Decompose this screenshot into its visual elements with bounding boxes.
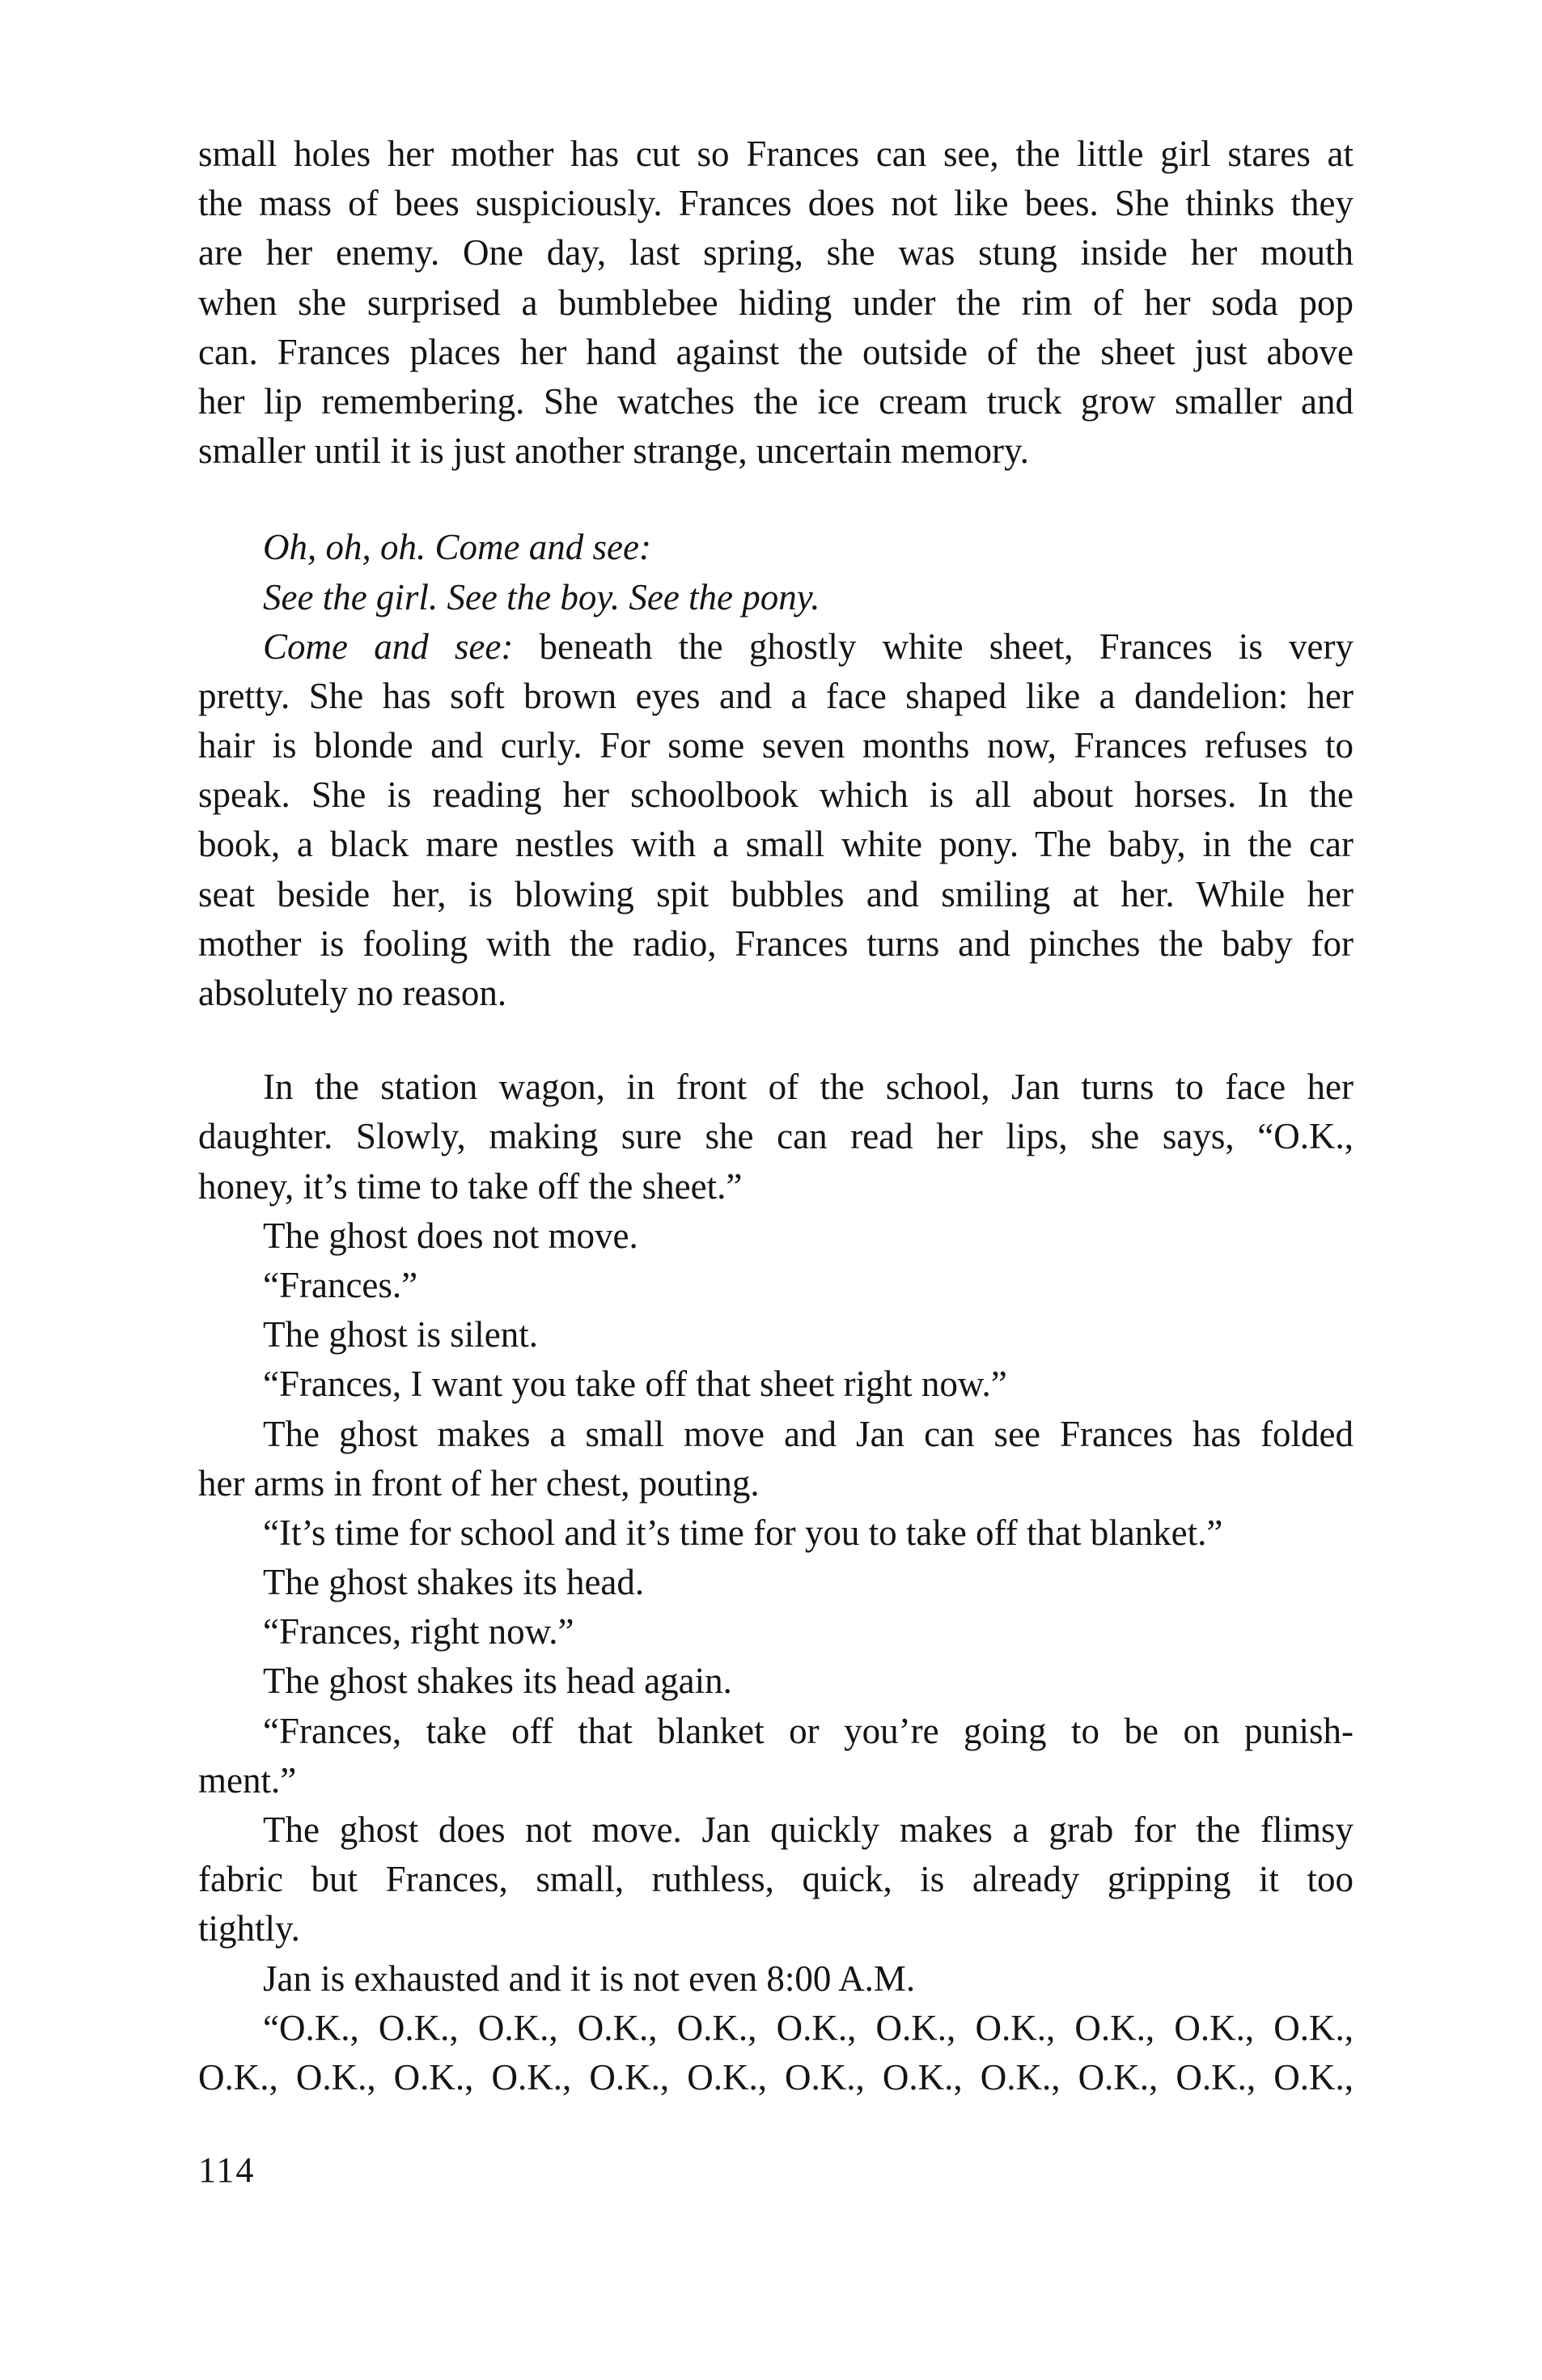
page-body-text [198,129,1353,2102]
italic-phrase: Come and see: [263,626,514,667]
text-line: In the station wagon, in front of the school, Jan turns to face her [263,1067,1353,1108]
italic-verse-line: See the girl. See the boy. See the pony. [263,576,820,617]
text-line: The ghost shakes its head again. [263,1661,732,1702]
text-line: pretty. She has soft brown eyes and a face shaped like a dandelion: her [198,675,1353,716]
text-line: The ghost makes a small move and Jan can see Frances has folded [263,1413,1353,1454]
text-line: “Frances, I want you take off that sheet right now.” [263,1364,1007,1405]
text-line: the mass of bees suspiciously. Frances does not like bees. She thinks they [198,183,1353,224]
text-line: “It’s time for school and it’s time for you to take off that blanket.” [263,1512,1223,1553]
text-line: The ghost does not move. Jan quickly makes a grab for the flimsy [263,1809,1353,1850]
text-line: seat beside her, is blowing spit bubbles and smiling at her. While her [198,873,1353,914]
text-line: speak. She is reading her schoolbook which is all about horses. In the [198,774,1353,816]
text-line: O.K., O.K., O.K., O.K., O.K., O.K., O.K., O.K., O.K., O.K., O.K., O.K., [198,2056,1353,2098]
text-line: can. Frances places her hand against the outside of the sheet just above [198,331,1353,372]
text-line: her lip remembering. She watches the ice cream truck grow smaller and [198,380,1353,422]
text-line: when she surprised a bumblebee hiding under the rim of her soda pop [198,282,1353,323]
text-line: Jan is exhausted and it is not even 8:00 A.M. [263,1958,916,1999]
text-line: are her enemy. One day, last spring, she was stung inside her mouth [198,232,1353,274]
text-line: “Frances, right now.” [263,1611,574,1652]
text-line: mother is fooling with the radio, Frances turns and pinches the baby for [198,923,1353,964]
text-line: book, a black mare nestles with a small white pony. The baby, in the car [198,824,1353,865]
text-line: The ghost shakes its head. [263,1562,645,1603]
text-line: honey, it’s time to take off the sheet.” [198,1165,743,1207]
text-line: absolutely no reason. [198,973,507,1013]
text-line: tightly. [198,1908,300,1949]
text-line: her arms in front of her chest, pouting. [198,1462,760,1504]
text-line: “Frances, take off that blanket or you’re going to be on punish- [263,1710,1353,1751]
page-number: 114 [198,2150,256,2190]
text-line: ment.” [198,1759,297,1801]
text-line: hair is blonde and curly. For some seven months now, Frances refuses to [198,725,1353,766]
text-line: “O.K., O.K., O.K., O.K., O.K., O.K., O.K., O.K., O.K., O.K., O.K., [263,2007,1353,2048]
text-line: “Frances.” [263,1264,418,1305]
text-line [198,622,1353,672]
italic-verse-line: Oh, oh, oh. Come and see: [263,527,651,568]
text-line: smaller until it is just another strange, uncertain memory. [198,431,1029,472]
text-line-rest: beneath the ghostly white sheet, Frances is very [513,626,1353,667]
text-line: The ghost is silent. [263,1314,538,1355]
text-line: fabric but Frances, small, ruthless, quick, is already gripping it too [198,1859,1353,1900]
text-line: The ghost does not move. [263,1215,638,1256]
text-line: daughter. Slowly, making sure she can read her lips, she says, “O.K., [198,1116,1353,1157]
text-line: small holes her mother has cut so Frances can see, the little girl stares at [198,134,1353,174]
